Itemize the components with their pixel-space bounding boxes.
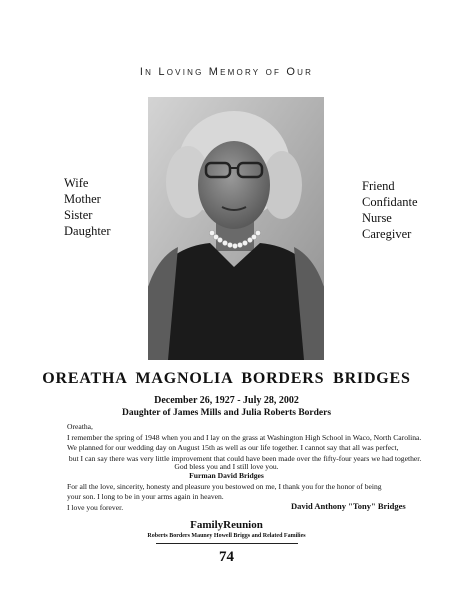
role-item: Caregiver — [362, 227, 412, 241]
portrait-photo — [148, 97, 324, 360]
letter-paragraph-2: For all the love, sincerity, honesty and pleasure you bestowed on me, I thank you for the honor of being your son. I long to be in your arms again in heaven. — [67, 482, 382, 502]
god-bless-line: God bless you and I still love you. — [174, 462, 279, 471]
role-item: Friend — [362, 179, 395, 193]
role-item: Wife — [64, 176, 89, 190]
footer-title: FamilyReunion — [190, 519, 263, 531]
deceased-name: OREATHA MAGNOLIA BORDERS BRIDGES — [42, 370, 411, 387]
signer-1: Furman David Bridges — [189, 471, 264, 480]
signer-2: David Anthony "Tony" Bridges — [291, 501, 406, 511]
role-item: Confidante — [362, 195, 418, 209]
letter-closing: I love you forever. — [67, 503, 124, 512]
memorial-header: In Loving Memory of Our — [139, 66, 314, 78]
role-item: Nurse — [362, 211, 392, 225]
letter-line: I remember the spring of 1948 when you and I lay on the grass at Washington High School in Waco, North Carolina. — [67, 433, 422, 442]
letter-salutation: Oreatha, — [67, 422, 93, 431]
letter-line: We planned for our wedding day on August 15th as well as our life together. I cannot say that all was perfect, — [67, 443, 399, 453]
roles-right-list — [362, 178, 418, 242]
page-number: 74 — [219, 549, 234, 565]
parents-line: Daughter of James Mills and Julia Roberts Borders — [121, 408, 332, 418]
life-dates: December 26, 1927 - July 28, 2002 — [154, 395, 299, 406]
letter-paragraph-1 — [67, 433, 422, 464]
roles-left-list — [64, 175, 111, 239]
letter-line: but I can say there was very little improvement that could have been made over the fifty-four years we had together. — [67, 453, 422, 463]
role-item: Mother — [64, 192, 101, 206]
footer-divider — [156, 543, 298, 544]
footer-subtitle: Roberts Borders Mauney Howell Briggs and Related Families — [147, 533, 306, 539]
role-item: Sister — [64, 208, 93, 222]
portrait-illustration — [148, 97, 324, 360]
role-item: Daughter — [64, 224, 111, 238]
